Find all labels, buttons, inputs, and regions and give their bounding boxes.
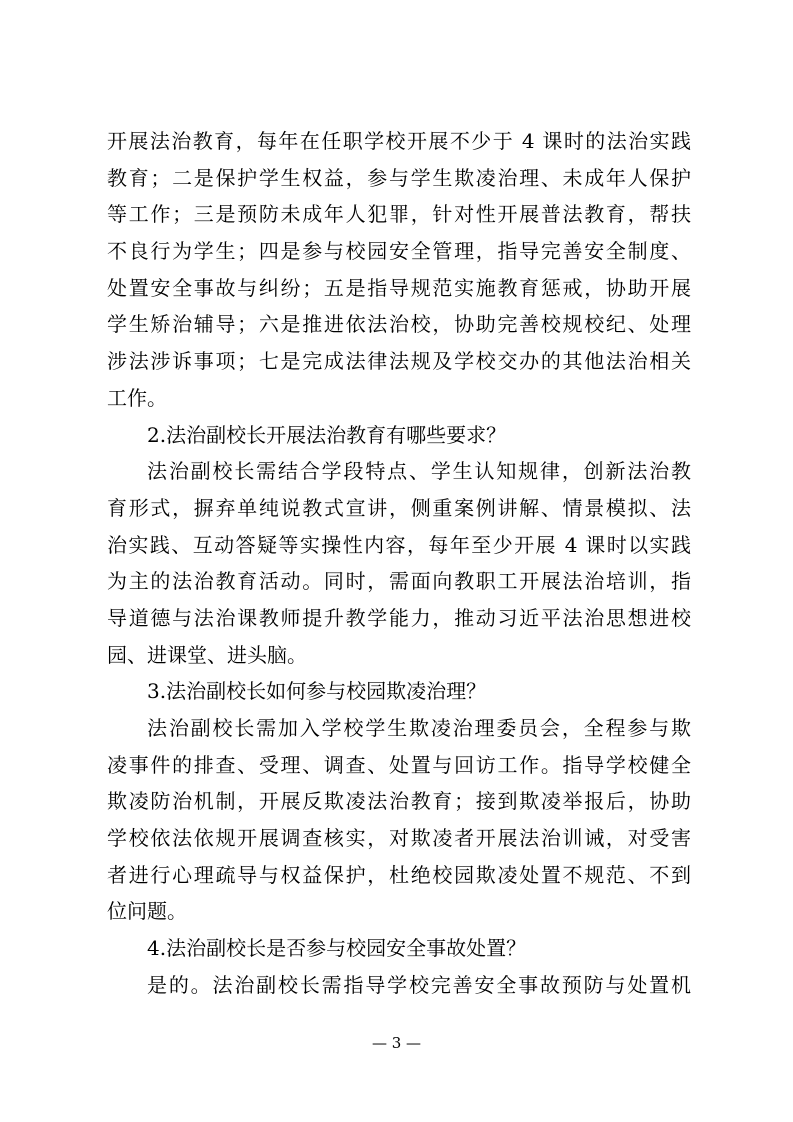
text-line: 者进行心理疏导与权益保护，杜绝校园欺凌处置不规范、不到 bbox=[107, 862, 691, 887]
text-line: 欺凌防治机制，开展反欺凌法治教育；接到欺凌举报后，协助 bbox=[107, 789, 691, 814]
text-line: 学校依法依规开展调查核实，对欺凌者开展法治训诫，对受害 bbox=[107, 826, 691, 851]
text-line: 不良行为学生；四是参与校园安全管理，指导完善安全制度、 bbox=[107, 239, 691, 264]
text-line: 是的。法治副校长需指导学校完善安全事故预防与处置机 bbox=[147, 972, 691, 997]
body-text bbox=[107, 123, 691, 1004]
text-line: 为主的法治教育活动。同时，需面向教职工开展法治培训，指 bbox=[107, 569, 691, 594]
text-line: 涉法涉诉事项；七是完成法律法规及学校交办的其他法治相关 bbox=[107, 349, 691, 374]
text-line: 凌事件的排查、受理、调查、处置与回访工作。指导学校健全 bbox=[107, 752, 691, 777]
page-number: — 3 — bbox=[371, 1034, 422, 1052]
text-line: 导道德与法治课教师提升教学能力，推动习近平法治思想进校 bbox=[107, 605, 691, 630]
text-line: 法治副校长需加入学校学生欺凌治理委员会，全程参与欺 bbox=[147, 716, 691, 740]
question-heading: 2.法治副校长开展法治教育有哪些要求？ bbox=[147, 422, 507, 447]
text-line: 处置安全事故与纠纷；五是指导规范实施教育惩戒，协助开展 bbox=[107, 275, 691, 300]
text-line: 开展法治教育，每年在任职学校开展不少于 4 课时的法治实践 bbox=[107, 129, 691, 153]
question-heading: 4.法治副校长是否参与校园安全事故处置？ bbox=[147, 936, 527, 961]
question-heading: 3.法治副校长如何参与校园欺凌治理？ bbox=[147, 679, 487, 704]
text-line: 学生矫治辅导；六是推进依法治校，协助完善校规校纪、处理 bbox=[107, 312, 691, 337]
text-line: 治实践、互动答疑等实操性内容，每年至少开展 4 课时以实践 bbox=[107, 532, 691, 557]
text-line: 法治副校长需结合学段特点、学生认知规律，创新法治教 bbox=[147, 459, 691, 484]
text-line: 工作。 bbox=[107, 385, 167, 410]
text-line: 位问题。 bbox=[107, 899, 187, 924]
text-line: 教育；二是保护学生权益，参与学生欺凌治理、未成年人保护 bbox=[107, 165, 691, 190]
text-line: 等工作；三是预防未成年人犯罪，针对性开展普法教育，帮扶 bbox=[107, 202, 691, 227]
text-line: 育形式，摒弃单纯说教式宣讲，侧重案例讲解、情景模拟、法 bbox=[107, 495, 691, 520]
text-line: 园、进课堂、进头脑。 bbox=[107, 642, 307, 667]
